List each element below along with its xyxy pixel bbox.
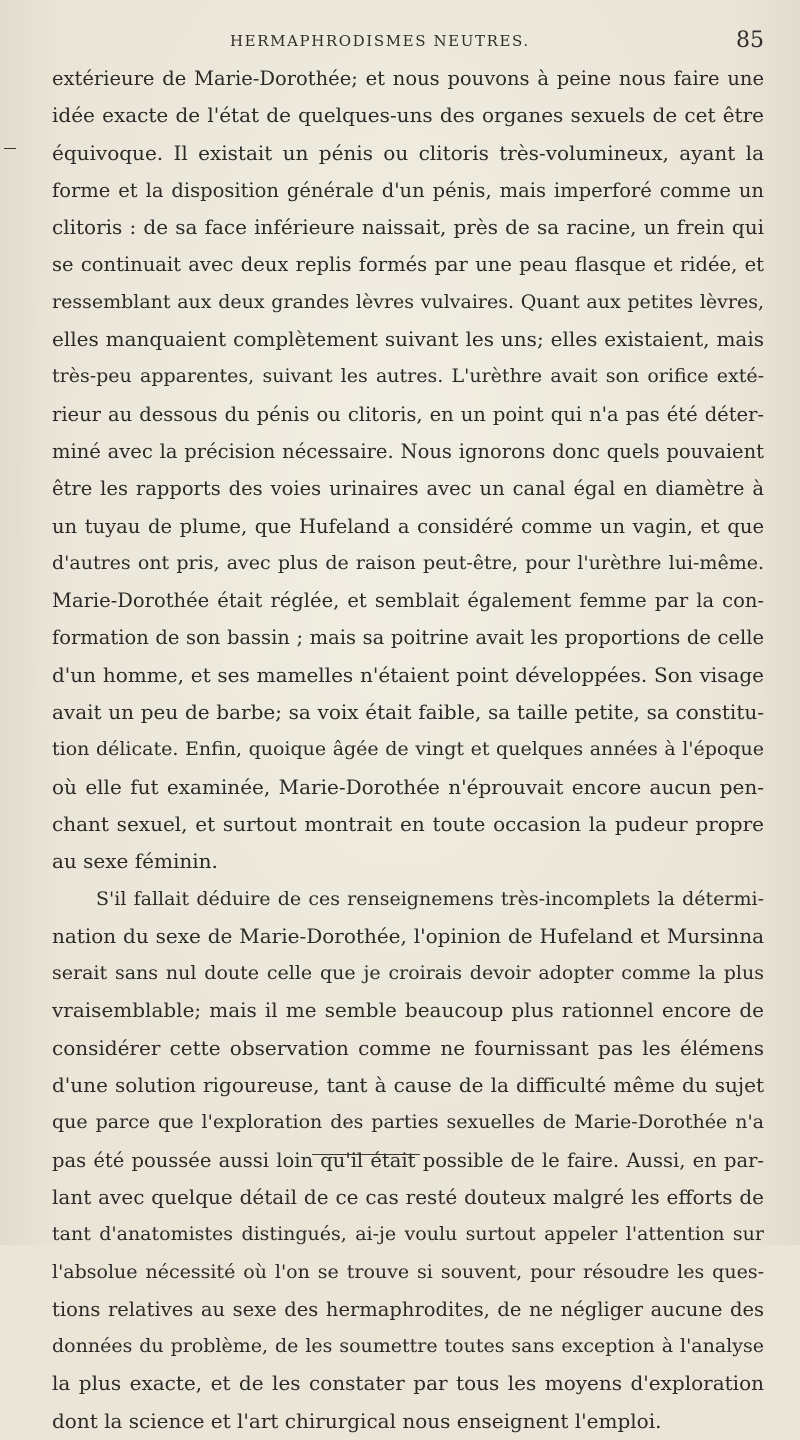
text-line: Marie-Dorothée était réglée, et semblait également femme par la con- bbox=[52, 589, 764, 613]
text-line: très-peu apparentes, suivant les autres. L'urèthre avait son orifice exté- bbox=[52, 365, 764, 388]
text-line: serait sans nul doute celle que je croirais devoir adopter comme la plus bbox=[52, 962, 764, 985]
text-line: d'une solution rigoureuse, tant à cause de la difficulté même du sujet bbox=[52, 1073, 764, 1098]
closing-rule bbox=[312, 1154, 420, 1155]
paragraph-last-line: dont la science et l'art chirurgical nous enseignent l'emploi. bbox=[52, 1408, 662, 1433]
body-text bbox=[52, 60, 764, 1440]
text-line: pas été poussée aussi loin qu'il était possible de le faire. Aussi, en par- bbox=[52, 1148, 764, 1172]
text-line: forme et la disposition générale d'un pénis, mais imperforé comme un bbox=[52, 178, 764, 202]
text-line: formation de son bassin ; mais sa poitrine avait les proportions de celle bbox=[52, 626, 764, 650]
text-line: où elle fut examinée, Marie-Dorothée n'éprouvait encore aucun pen- bbox=[52, 774, 764, 799]
text-line: elles manquaient complètement suivant les uns; elles existaient, mais bbox=[52, 327, 764, 352]
running-title: HERMAPHRODISMES NEUTRES. bbox=[230, 32, 530, 50]
text-line: idée exacte de l'état de quelques-uns des organes sexuels de cet être bbox=[52, 103, 764, 128]
text-line: d'autres ont pris, avec plus de raison peut-être, pour l'urèthre lui-même. bbox=[52, 551, 764, 574]
text-line: nation du sexe de Marie-Dorothée, l'opinion de Hufeland et Mursinna bbox=[52, 923, 764, 948]
text-line: vraisemblable; mais il me semble beaucoup plus rationnel encore de bbox=[52, 998, 764, 1023]
text-line: la plus exacte, et de les constater par tous les moyens d'exploration bbox=[52, 1371, 764, 1396]
text-line: miné avec la précision nécessaire. Nous ignorons donc quels pouvaient bbox=[52, 439, 764, 463]
running-head bbox=[0, 10, 800, 53]
text-line: tant d'anatomistes distingués, ai-je voulu surtout appeler l'attention sur bbox=[52, 1223, 764, 1246]
text-line: tion délicate. Enfin, quoique âgée de vingt et quelques années à l'époque bbox=[52, 738, 764, 761]
paragraph-first-line: S'il fallait déduire de ces renseignemens très-incomplets la détermi- bbox=[96, 887, 764, 910]
text-line: lant avec quelque détail de ce cas resté douteux malgré les efforts de bbox=[52, 1184, 764, 1209]
text-line: l'absolue nécessité où l'on se trouve si souvent, pour résoudre les ques- bbox=[52, 1260, 764, 1283]
text-line: clitoris : de sa face inférieure naissait, près de sa racine, un frein qui bbox=[52, 215, 764, 240]
page-number: 85 bbox=[736, 28, 764, 53]
text-line: être les rapports des voies urinaires avec un canal égal en diamètre à bbox=[52, 477, 764, 501]
text-line: tions relatives au sexe des hermaphrodites, de ne négliger aucune des bbox=[52, 1297, 764, 1321]
text-line: avait un peu de barbe; sa voix était faible, sa taille petite, sa constitu- bbox=[52, 700, 764, 725]
text-line: que parce que l'exploration des parties sexuelles de Marie-Dorothée n'a bbox=[52, 1111, 764, 1134]
margin-mark bbox=[4, 148, 16, 149]
text-line: équivoque. Il existait un pénis ou clitoris très-volumineux, ayant la bbox=[52, 140, 764, 165]
paragraph-last-line: au sexe féminin. bbox=[52, 849, 218, 874]
text-line: chant sexuel, et surtout montrait en toute occasion la pudeur propre bbox=[52, 811, 764, 836]
text-line: données du problème, de les soumettre toutes sans exception à l'analyse bbox=[52, 1335, 764, 1358]
text-line: considérer cette observation comme ne fournissant pas les élémens bbox=[52, 1035, 764, 1060]
text-line: rieur au dessous du pénis ou clitoris, en un point qui n'a pas été déter- bbox=[52, 402, 764, 426]
text-line: d'un homme, et ses mamelles n'étaient point développées. Son visage bbox=[52, 662, 764, 687]
text-line: extérieure de Marie-Dorothée; et nous pouvons à peine nous faire une bbox=[52, 67, 764, 90]
text-line: se continuait avec deux replis formés par une peau flasque et ridée, et bbox=[52, 253, 764, 277]
text-line: ressemblant aux deux grandes lèvres vulvaires. Quant aux petites lèvres, bbox=[52, 290, 764, 313]
text-line: un tuyau de plume, que Hufeland a considéré comme un vagin, et que bbox=[52, 514, 764, 538]
